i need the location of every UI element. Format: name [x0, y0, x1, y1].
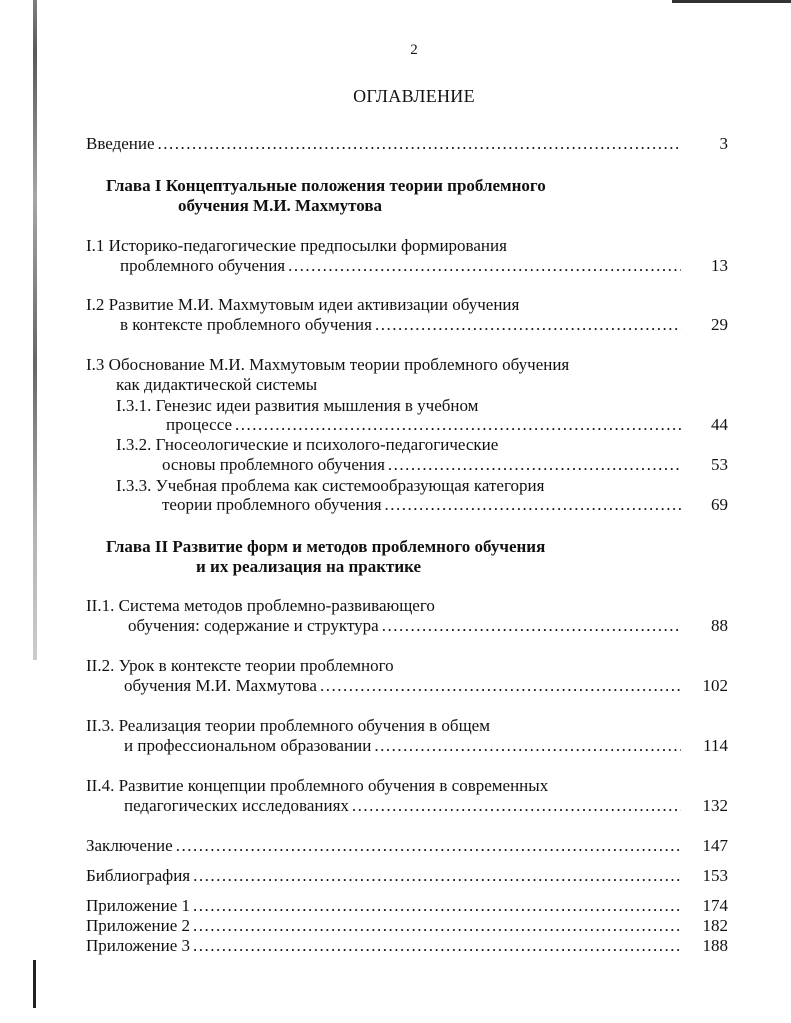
toc-entry-label: основы проблемного обучения — [162, 455, 385, 474]
toc-page-number: 153 — [702, 866, 728, 885]
toc-entry-1-3-3-cont[interactable] — [162, 495, 684, 515]
chapter-2-heading-cont: и их реализация на практике — [196, 557, 422, 576]
toc-entry-appendix-3[interactable] — [86, 936, 684, 956]
toc-page-number: 102 — [702, 676, 728, 695]
dot-leader — [193, 896, 681, 916]
toc-entry-label: в контексте проблемного обучения — [120, 315, 372, 334]
toc-entry-appendix-2[interactable] — [86, 916, 684, 936]
chapter-1-heading: Глава I Концептуальные положения теории проблемного — [106, 176, 546, 195]
toc-entry-label: Приложение 1 — [86, 896, 190, 915]
toc-entry-1-3-1-cont[interactable] — [166, 415, 684, 435]
toc-page-number: 147 — [702, 836, 728, 855]
toc-page-number: 88 — [711, 616, 728, 635]
dot-leader — [352, 796, 681, 816]
toc-entry-2-2[interactable]: II.2. Урок в контексте теории проблемного — [86, 656, 394, 675]
chapter-1-heading-cont: обучения М.И. Махмутова — [178, 196, 383, 215]
toc-entry-1-3-cont: как дидактической системы — [116, 375, 318, 394]
toc-entry-label: Заключение — [86, 836, 173, 855]
toc-page-number: 188 — [702, 936, 728, 955]
toc-entry-1-3[interactable]: I.3 Обоснование М.И. Махмутовым теории проблемного обучения — [86, 355, 570, 374]
toc-entry-label: Введение — [86, 134, 155, 153]
dot-leader — [176, 836, 681, 856]
toc-entry-2-1[interactable]: II.1. Система методов проблемно-развивающего — [86, 596, 435, 615]
dot-leader — [375, 315, 681, 335]
toc-entry-2-1-cont[interactable] — [128, 616, 684, 636]
toc-page-number: 13 — [711, 256, 728, 275]
toc-entry-label: проблемного обучения — [120, 256, 286, 275]
toc-page-number: 3 — [719, 134, 728, 153]
dot-leader — [193, 866, 681, 886]
toc-entry-conclusion[interactable] — [86, 836, 684, 856]
toc-entry-1-2[interactable]: I.2 Развитие М.И. Махмутовым идеи активизации обучения — [86, 295, 520, 314]
toc-entry-intro[interactable] — [86, 134, 684, 154]
toc-entry-label: теории проблемного обучения — [162, 495, 382, 514]
dot-leader — [382, 616, 681, 636]
dot-leader — [235, 415, 681, 435]
scan-top-line — [672, 0, 791, 3]
toc-page-number: 182 — [702, 916, 728, 935]
toc-page-number: 69 — [711, 495, 728, 514]
page-number: 2 — [410, 42, 418, 58]
toc-title: ОГЛАВЛЕНИЕ — [353, 86, 475, 106]
toc-entry-2-3-cont[interactable] — [124, 736, 684, 756]
toc-entry-1-2-cont[interactable] — [120, 315, 684, 335]
chapter-2-heading: Глава II Развитие форм и методов проблемного обучения — [106, 537, 546, 556]
dot-leader — [288, 256, 681, 276]
toc-entry-2-4[interactable]: II.4. Развитие концепции проблемного обучения в современных — [86, 776, 549, 795]
toc-entry-label: Библиография — [86, 866, 191, 885]
toc-entry-2-4-cont[interactable] — [124, 796, 684, 816]
toc-entry-label: и профессиональном образовании — [124, 736, 372, 755]
toc-entry-1-3-2[interactable]: I.3.2. Гносеологические и психолого-педагогические — [116, 435, 499, 454]
toc-entry-1-3-2-cont[interactable] — [162, 455, 684, 475]
toc-entry-label: Приложение 3 — [86, 936, 190, 955]
toc-entry-label: обучения: содержание и структура — [128, 616, 379, 635]
toc-entry-1-1[interactable]: I.1 Историко-педагогические предпосылки формирования — [86, 236, 507, 255]
dot-leader — [193, 916, 681, 936]
toc-entry-1-1-cont[interactable] — [120, 256, 684, 276]
toc-page-number: 53 — [711, 455, 728, 474]
toc-entry-label: Приложение 2 — [86, 916, 190, 935]
toc-entry-1-3-3[interactable]: I.3.3. Учебная проблема как системообразующая категория — [116, 476, 545, 495]
toc-page-number: 114 — [703, 736, 728, 755]
toc-entry-2-2-cont[interactable] — [124, 676, 684, 696]
dot-leader — [158, 134, 681, 154]
toc-entry-1-3-1[interactable]: I.3.1. Генезис идеи развития мышления в учебном — [116, 396, 479, 415]
toc-page-number: 174 — [702, 896, 728, 915]
toc-entry-label: процессе — [166, 415, 233, 434]
dot-leader — [385, 495, 681, 515]
toc-entry-label: обучения М.И. Махмутова — [124, 676, 317, 695]
toc-entry-2-3[interactable]: II.3. Реализация теории проблемного обучения в общем — [86, 716, 490, 735]
toc-entry-label: педагогических исследованиях — [124, 796, 349, 815]
scan-edge-mark-lower — [33, 960, 36, 1008]
dot-leader — [320, 676, 681, 696]
dot-leader — [388, 455, 681, 475]
dot-leader — [193, 936, 681, 956]
toc-page-number: 29 — [711, 315, 728, 334]
toc-page-number: 132 — [702, 796, 728, 815]
toc-page-number: 44 — [711, 415, 728, 434]
dot-leader — [374, 736, 681, 756]
toc-entry-appendix-1[interactable] — [86, 896, 684, 916]
toc-entry-bibliography[interactable] — [86, 866, 684, 886]
